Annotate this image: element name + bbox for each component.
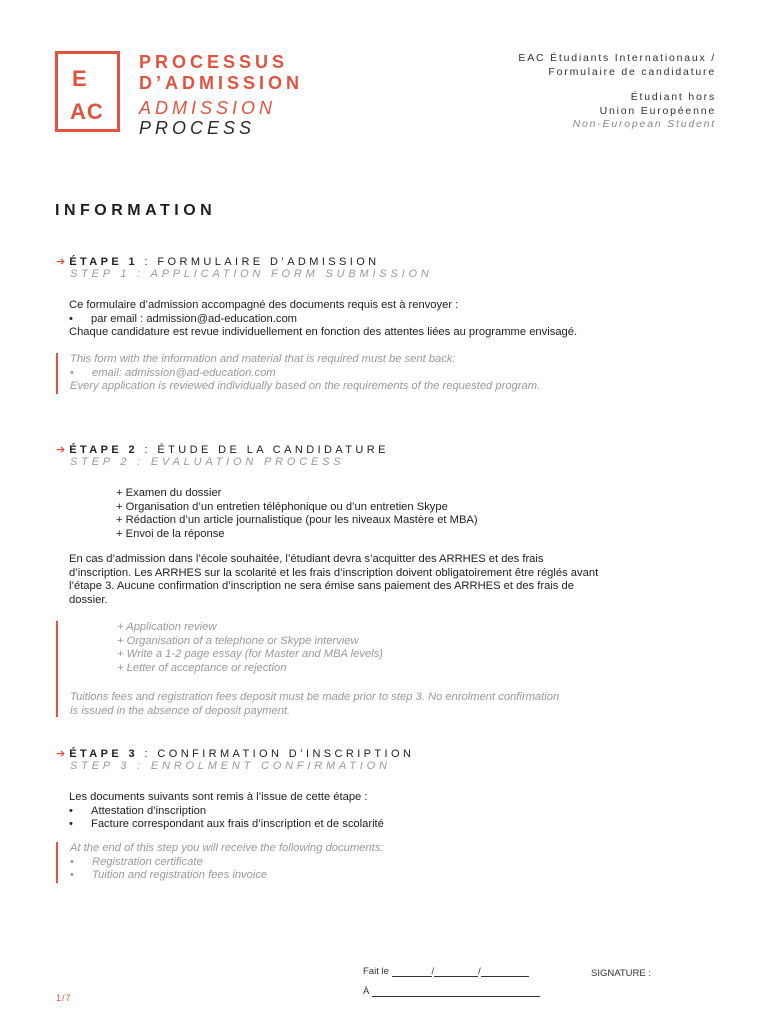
date-field[interactable]: Fait le / / (363, 966, 529, 977)
header-line1: EAC Étudiants Internationaux / (518, 52, 716, 64)
step1-title-text: : FORMULAIRE D’ADMISSION (138, 256, 380, 268)
date-month-line[interactable] (434, 976, 478, 977)
paragraph-line: En cas d’admission dans l’école souhaitée, l’étudiant devra s’acquitter des ARRHES et des frais (69, 553, 544, 565)
header-line3: Étudiant hors (630, 91, 716, 103)
step2-title (56, 443, 389, 456)
paragraph-line: is issued in the absence of deposit payment. (70, 704, 291, 717)
step3-subtitle: STEP 3 : ENROLMENT CONFIRMATION (70, 760, 391, 772)
step1-fr-line1: Ce formulaire d’admission accompagné des documents requis est à renvoyer : (69, 299, 459, 311)
list-item: + Examen du dossier (116, 487, 222, 499)
arrow-right-icon: ➔ (56, 256, 66, 268)
date-label: Fait le (363, 966, 389, 977)
step1-label: ÉTAPE 1 (69, 256, 139, 268)
list-item: + Envoi de la réponse (116, 527, 225, 540)
paragraph-line: d’inscription. Les ARRHES sur la scolarité et les frais d’inscription doivent obligatoirement être réglés avant (69, 566, 599, 579)
section-heading: INFORMATION (55, 202, 217, 219)
step1-french-text: Ce formulaire d’admission accompagné des documents requis est à renvoyer : • par email : admission@ad-education.com Chaque candidature est revue individuellement en fonction des attentes liées au programme envisagé. (69, 299, 729, 340)
header-line2: Formulaire de candidature (548, 65, 716, 78)
title-fr-line2: D’ADMISSION (139, 73, 304, 93)
list-item: + Letter of acceptance or rejection (117, 661, 287, 674)
page-number: 1/7 (56, 993, 72, 1003)
place-field[interactable] (363, 986, 540, 997)
title-en-line1: ADMISSION (139, 98, 277, 118)
list-item: Registration certificate (92, 855, 203, 868)
list-item: + Organisation of a telephone or Skype interview (117, 634, 359, 647)
step3-english-text: At the end of this step you will receive the following documents: • Registration certificate • Tuition and registration fees invoice (56, 842, 710, 883)
step2-subtitle: STEP 2 : EVALUATION PROCESS (70, 456, 345, 468)
step3-french-text: Les documents suivants sont remis à l’issue de cette étape : • Attestation d’inscription • Facture correspondant aux frais d’inscription et de scolarité (69, 791, 729, 832)
list-item: Tuition and registration fees invoice (92, 869, 268, 882)
step1-fr-line3: Chaque candidature est revue individuellement en fonction des attentes liées au programme envisagé. (69, 326, 578, 339)
eac-logo (55, 51, 120, 132)
step1-english-text: This form with the information and material that is required must be sent back: • email: admission@ad-education.com Every application is reviewed individually based on the requirements of the requested program. (56, 353, 710, 394)
step3-en-line1: At the end of this step you will receive the following documents: (70, 842, 384, 854)
step3-title-text: : CONFIRMATION D’INSCRIPTION (138, 748, 415, 760)
step2-french-paragraph (69, 553, 729, 607)
step3-label: ÉTAPE 3 (69, 748, 139, 760)
arrow-right-icon: ➔ (56, 444, 66, 456)
list-item: + Application review (117, 621, 217, 633)
step2-label: ÉTAPE 2 (69, 444, 139, 456)
paragraph-line: Tuitions fees and registration fees deposit must be made prior to step 3. No enrolment confirmation (70, 691, 560, 704)
step1-en-line3: Every application is reviewed individually based on the requirements of the requested program. (70, 380, 541, 393)
header-right (518, 52, 716, 132)
step3-title (56, 747, 414, 760)
paragraph-line: l’étape 3. Aucune confirmation d’inscription ne sera émise sans paiement des ARRHES et des frais de (69, 580, 574, 593)
logo-letters-ac: AC (70, 99, 104, 124)
header-line5: Non-European Student (572, 118, 716, 130)
list-item: + Write a 1-2 page essay (for Master and MBA levels) (117, 648, 384, 661)
list-item: Facture correspondant aux frais d’inscription et de scolarité (91, 818, 384, 831)
header-line4: Union Européenne (599, 104, 716, 117)
date-day-line[interactable] (392, 976, 432, 977)
step1-subtitle: STEP 1 : APPLICATION FORM SUBMISSION (70, 268, 433, 280)
place-label: À (363, 986, 370, 997)
title-french (139, 52, 303, 94)
paragraph-line: dossier. (69, 593, 108, 606)
date-year-line[interactable] (481, 976, 529, 977)
step2-english-text (56, 621, 710, 717)
step3-fr-line1: Les documents suivants sont remis à l’issue de cette étape : (69, 791, 368, 803)
step2-title-text: : ÉTUDE DE LA CANDIDATURE (138, 444, 389, 456)
signature-label: SIGNATURE : (591, 968, 651, 979)
step1-en-line1: This form with the information and material that is required must be sent back: (70, 353, 456, 365)
arrow-right-icon: ➔ (56, 748, 66, 760)
title-en-line2: PROCESS (139, 118, 256, 138)
step1-title (56, 255, 380, 268)
title-english (139, 98, 276, 138)
title-fr-line1: PROCESSUS (139, 52, 289, 72)
step1-en-bullet: email: admission@ad-education.com (92, 366, 276, 379)
list-item: + Organisation d’un entretien téléphonique ou d’un entretien Skype (116, 500, 448, 513)
logo-letter-e: E (72, 66, 88, 91)
step1-fr-bullet: par email : admission@ad-education.com (91, 312, 297, 325)
step2-french-list (116, 487, 478, 541)
list-item: Attestation d’inscription (91, 804, 207, 817)
place-line[interactable] (372, 996, 540, 997)
list-item: + Rédaction d’un article journalistique (pour les niveaux Mastère et MBA) (116, 514, 478, 527)
